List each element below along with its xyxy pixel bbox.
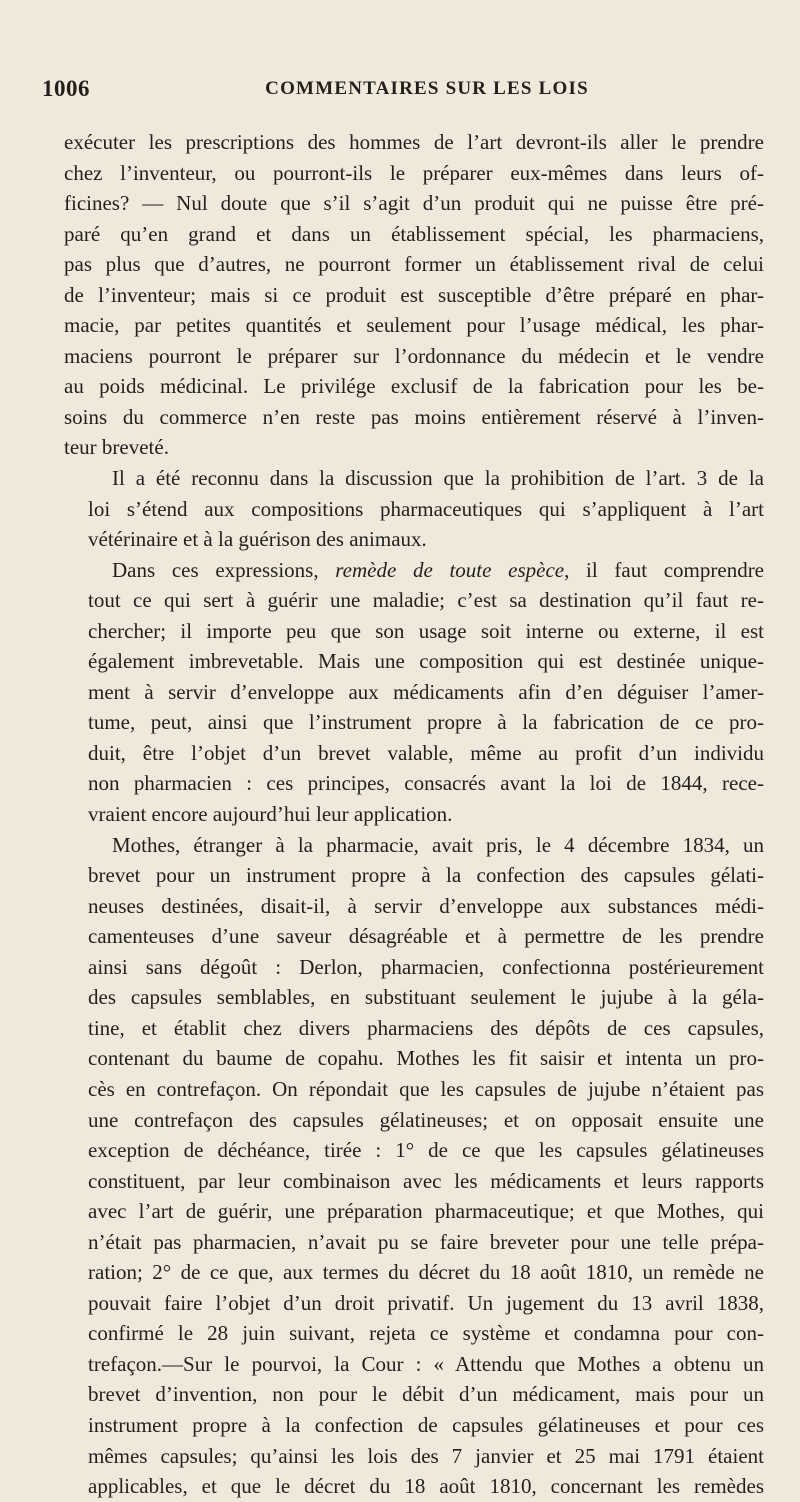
paragraph: [64, 555, 764, 830]
text-line: macie, par petites quantités et seulement pour l’usage médical, les phar-: [64, 313, 764, 338]
running-head: COMMENTAIRES SUR LES LOIS: [265, 78, 589, 99]
text-line: n’était pas pharmacien, n’avait pu se faire breveter pour une telle prépa-: [88, 1229, 764, 1254]
text-line: vétérinaire et à la guérison des animaux.: [88, 527, 427, 552]
text-line: Il a été reconnu dans la discussion que la prohibition de l’art. 3 de la: [112, 466, 764, 491]
text-line: ainsi sans dégoût : Derlon, pharmacien, confectionna postérieurement: [88, 954, 764, 979]
text-line: également imbrevetable. Mais une composition qui est destinée unique-: [88, 649, 764, 674]
text-line: camenteuses d’une saveur désagréable et à permettre de les prendre: [88, 924, 764, 949]
text-line: paré qu’en grand et dans un établissement spécial, les pharmaciens,: [64, 221, 764, 246]
text-line: pas plus que d’autres, ne pourront former un établissement rival de celui: [64, 252, 764, 277]
body-text: [64, 127, 764, 1502]
text-line: trefaçon.—Sur le pourvoi, la Cour : « Attendu que Mothes a obtenu un: [88, 1351, 764, 1376]
text-line: tine, et établit chez divers pharmaciens des dépôts de ces capsules,: [88, 1015, 764, 1040]
page-number: 1006: [42, 76, 90, 101]
text-line: maciens pourront le préparer sur l’ordonnance du médecin et le vendre: [64, 343, 764, 368]
text-line: applicables, et que le décret du 18 août 1810, concernant les remèdes: [88, 1474, 764, 1499]
text-line: confirmé le 28 juin suivant, rejeta ce système et condamna pour con-: [88, 1321, 764, 1346]
text-line: cès en contrefaçon. On répondait que les capsules de jujube n’étaient pas: [88, 1076, 764, 1101]
text-line: des capsules semblables, en substituant seulement le jujube à la géla-: [88, 985, 764, 1010]
text-line: duit, être l’objet d’un brevet valable, même au profit d’un individu: [88, 740, 764, 765]
text-line: chercher; il importe peu que son usage soit interne ou externe, il est: [88, 618, 764, 643]
text-line: ment à servir d’enveloppe aux médicaments afin d’en déguiser l’amer-: [88, 679, 764, 704]
text-line: une contrefaçon des capsules gélatineuses; et on opposait ensuite une: [88, 1107, 764, 1132]
text-run: Dans ces expressions,: [112, 557, 336, 582]
text-line: vraient encore aujourd’hui leur application.: [88, 802, 453, 827]
text-line: brevet d’invention, non pour le débit d’un médicament, mais pour un: [88, 1382, 764, 1407]
text-line: tout ce qui sert à guérir une maladie; c’est sa destination qu’il faut re-: [88, 588, 764, 613]
text-line: pouvait faire l’objet d’un droit privatif. Un jugement du 13 avril 1838,: [88, 1290, 764, 1315]
text-line: chez l’inventeur, ou pourront-ils le préparer eux-mêmes dans leurs of-: [64, 160, 764, 185]
text-line: Mothes, étranger à la pharmacie, avait pris, le 4 décembre 1834, un: [112, 832, 764, 857]
text-line: constituent, par leur combinaison avec les médicaments et leurs rapports: [88, 1168, 764, 1193]
text-line: loi s’étend aux compositions pharmaceutiques qui s’appliquent à l’art: [88, 496, 764, 521]
text-line: exécuter les prescriptions des hommes de l’art devront-ils aller le prendre: [64, 130, 764, 154]
text-line: contenant du baume de copahu. Mothes les fit saisir et intenta un pro-: [88, 1046, 764, 1071]
paragraph: [64, 463, 764, 555]
text-line: tume, peut, ainsi que l’instrument propre à la fabrication de ce pro-: [88, 710, 764, 735]
text-line: exception de déchéance, tirée : 1° de ce que les capsules gélatineuses: [88, 1138, 764, 1163]
text-line: instrument propre à la confection de capsules gélatineuses et pour ces: [88, 1412, 764, 1437]
text-line: avec l’art de guérir, une préparation pharmaceutique; et que Mothes, qui: [88, 1199, 764, 1224]
text-line: [64, 555, 764, 586]
paragraph: [64, 830, 764, 1502]
page-header: [42, 76, 752, 108]
text-line: soins du commerce n’en reste pas moins entièrement réservé à l’inven-: [64, 404, 764, 429]
paragraph: [64, 127, 764, 463]
text-line: brevet pour un instrument propre à la confection des capsules gélati-: [88, 863, 764, 888]
text-line: ficines? — Nul doute que s’il s’agit d’un produit qui ne puisse être pré-: [64, 191, 764, 216]
text-line: au poids médicinal. Le privilége exclusif de la fabrication pour les be-: [64, 374, 764, 399]
text-line: de l’inventeur; mais si ce produit est susceptible d’être préparé en phar-: [64, 282, 764, 307]
text-run: , il faut comprendre: [564, 557, 764, 582]
italic-phrase: remède de toute espèce: [335, 557, 565, 582]
text-line: ration; 2° de ce que, aux termes du décret du 18 août 1810, un remède ne: [88, 1260, 764, 1285]
text-line: non pharmacien : ces principes, consacrés avant la loi de 1844, rece-: [88, 771, 764, 796]
text-line: mêmes capsules; qu’ainsi les lois des 7 janvier et 25 mai 1791 étaient: [88, 1443, 764, 1468]
text-line: teur breveté.: [64, 435, 169, 460]
text-line: neuses destinées, disait-il, à servir d’enveloppe aux substances médi-: [88, 893, 764, 918]
